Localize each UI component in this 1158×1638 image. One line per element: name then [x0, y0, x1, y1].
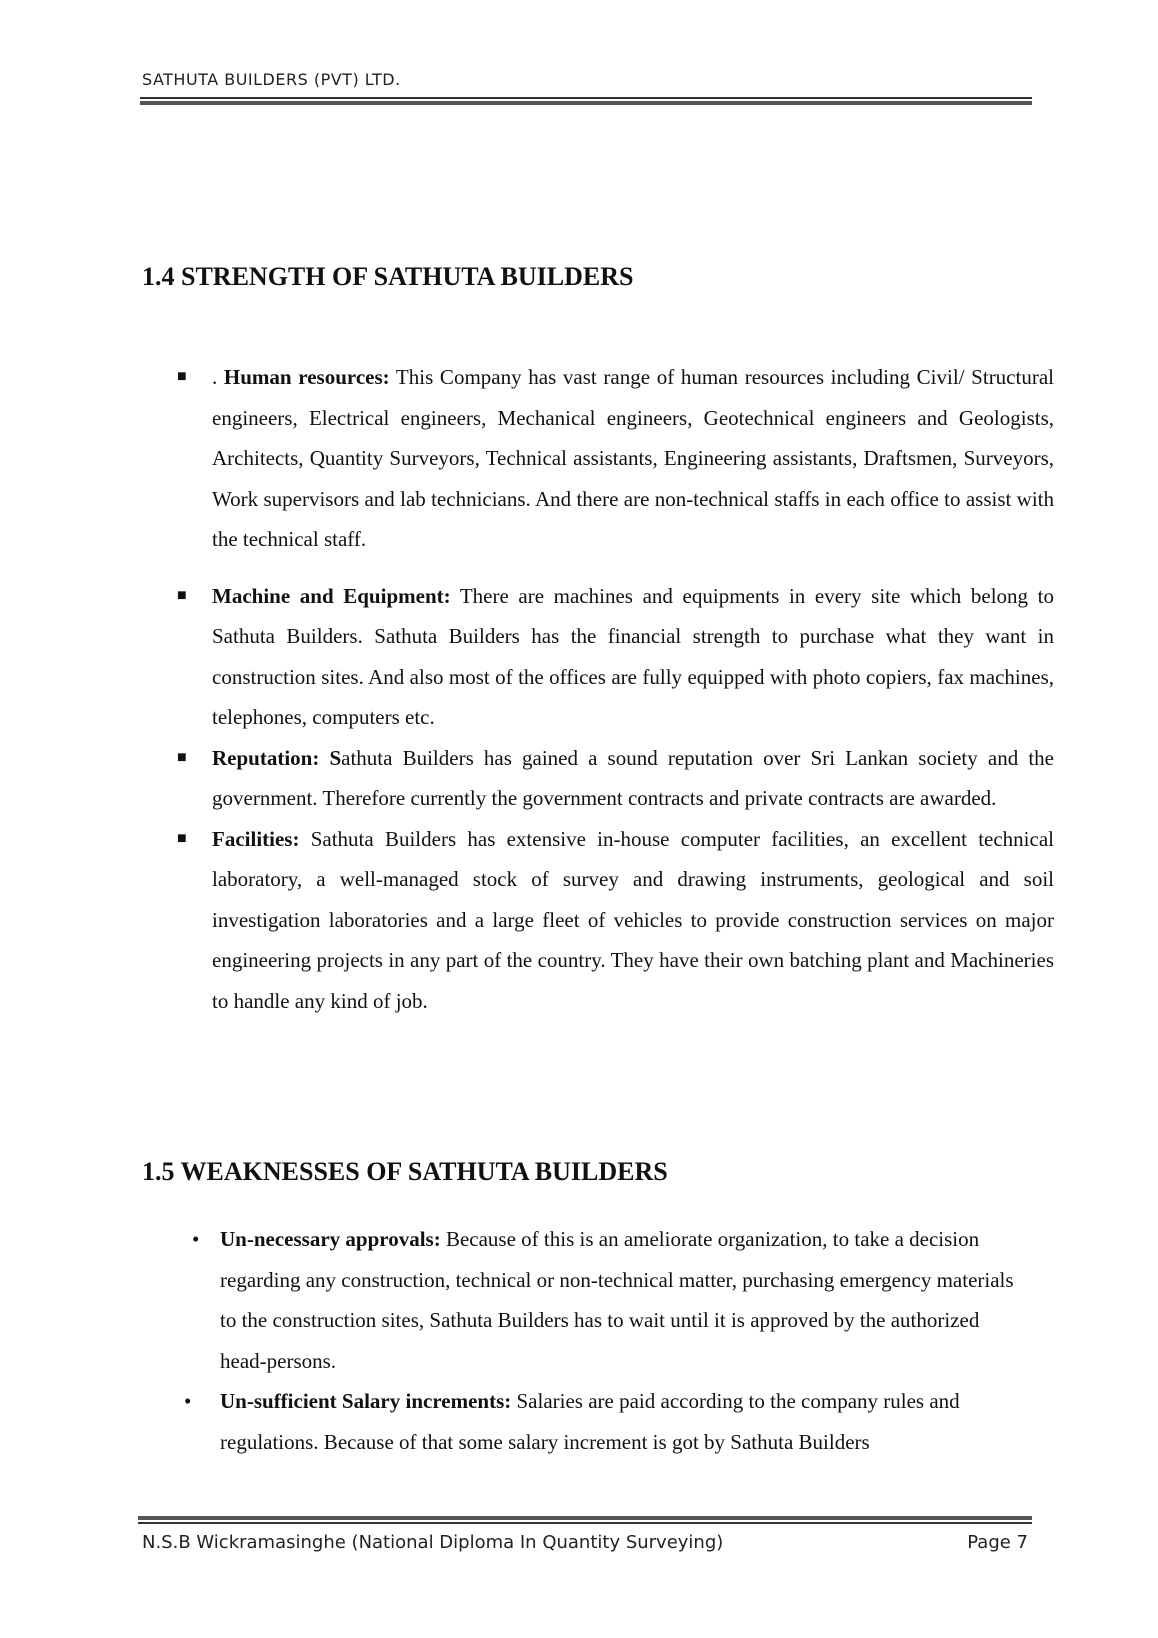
strength-heading: 1.4 STRENGTH OF SATHUTA BUILDERS — [142, 262, 634, 291]
list-item — [170, 1219, 1018, 1381]
header-rule-thick — [140, 101, 1032, 105]
footer-author: N.S.B Wickramasinghe (National Diploma In Quantity Surveying) — [142, 1532, 724, 1553]
square-bullet-icon: ■ — [177, 748, 187, 766]
square-bullet-icon: ■ — [177, 829, 187, 847]
page-footer — [138, 1516, 1032, 1553]
square-bullet-icon: ■ — [177, 586, 187, 604]
list-item — [170, 1381, 1018, 1462]
item-label: Un-necessary approvals: — [220, 1227, 441, 1251]
square-bullet-icon: ■ — [177, 368, 187, 385]
item-label: Un-sufficient Salary increments: — [220, 1389, 512, 1413]
header-company-name: SATHUTA BUILDERS (PVT) LTD. — [142, 70, 401, 89]
item-label: Machine and Equipment: — [212, 583, 451, 608]
item-text: Because of this is an ameliorate organization, to take a decision regarding any construction, technical or non-technical matter, purchasing emergency materials to the construction sites, Sathuta Builders has to wait until it is approved by the authorized head-persons. — [220, 1227, 1014, 1373]
item-text: This Company has vast range of human resources including Civil/ Structural engineers, Electrical engineers, Mechanical engineers, Geotechnical engineers and Geologists, Architects, Quantity Surveyors, Technical assistants, Engineering assistants, Draftsmen, Surveyors, Work supervisors and lab technicians. And there are non-technical staffs in each office to assist with the technical staff. — [212, 365, 1054, 551]
item-prefix: . — [212, 365, 224, 389]
footer-row — [138, 1532, 1032, 1553]
footer-rule — [138, 1522, 1032, 1524]
list-item — [142, 576, 1054, 738]
item-label: Facilities: — [212, 826, 300, 851]
list-item — [142, 357, 1054, 560]
item-text: Sathuta Builders has extensive in-house computer facilities, an excellent technical laboratory, a well-managed stock of survey and drawing instruments, geological and soil investigation laboratories and a large fleet of vehicles to provide construction services on major engineering projects in any part of the country. They have their own batching plant and Machineries to handle any kind of job. — [212, 826, 1054, 1013]
weakness-list — [170, 1219, 1018, 1462]
strength-list — [142, 357, 1054, 1021]
item-text: There are machines and equipments in every site which belong to Sathuta Builders. Sathuta Builders has the financial strength to purchase what they want in construction sites. And also most of the offices are fully equipped with photo copiers, fax machines, telephones, computers etc. — [212, 583, 1054, 729]
bullet-dot-icon: • — [184, 1389, 192, 1413]
page-number: Page 7 — [967, 1532, 1028, 1553]
header-rule — [140, 97, 1032, 99]
list-item — [142, 819, 1054, 1022]
item-label: Human resources: — [223, 365, 390, 389]
bullet-dot-icon: • — [192, 1227, 200, 1251]
page-header — [140, 70, 1032, 105]
weakness-heading: 1.5 WEAKNESSES OF SATHUTA BUILDERS — [142, 1157, 668, 1186]
list-item — [142, 738, 1054, 819]
item-text: athuta Builders has gained a sound reputation over Sri Lankan society and the government. Therefore currently the government contracts and private contracts are awarded. — [212, 745, 1054, 810]
item-label: Reputation: S — [212, 745, 342, 770]
footer-rule-thick — [138, 1516, 1032, 1520]
item-text: Salaries are paid according to the company rules and regulations. Because of that some salary increment is got by Sathuta Builders — [220, 1389, 960, 1454]
